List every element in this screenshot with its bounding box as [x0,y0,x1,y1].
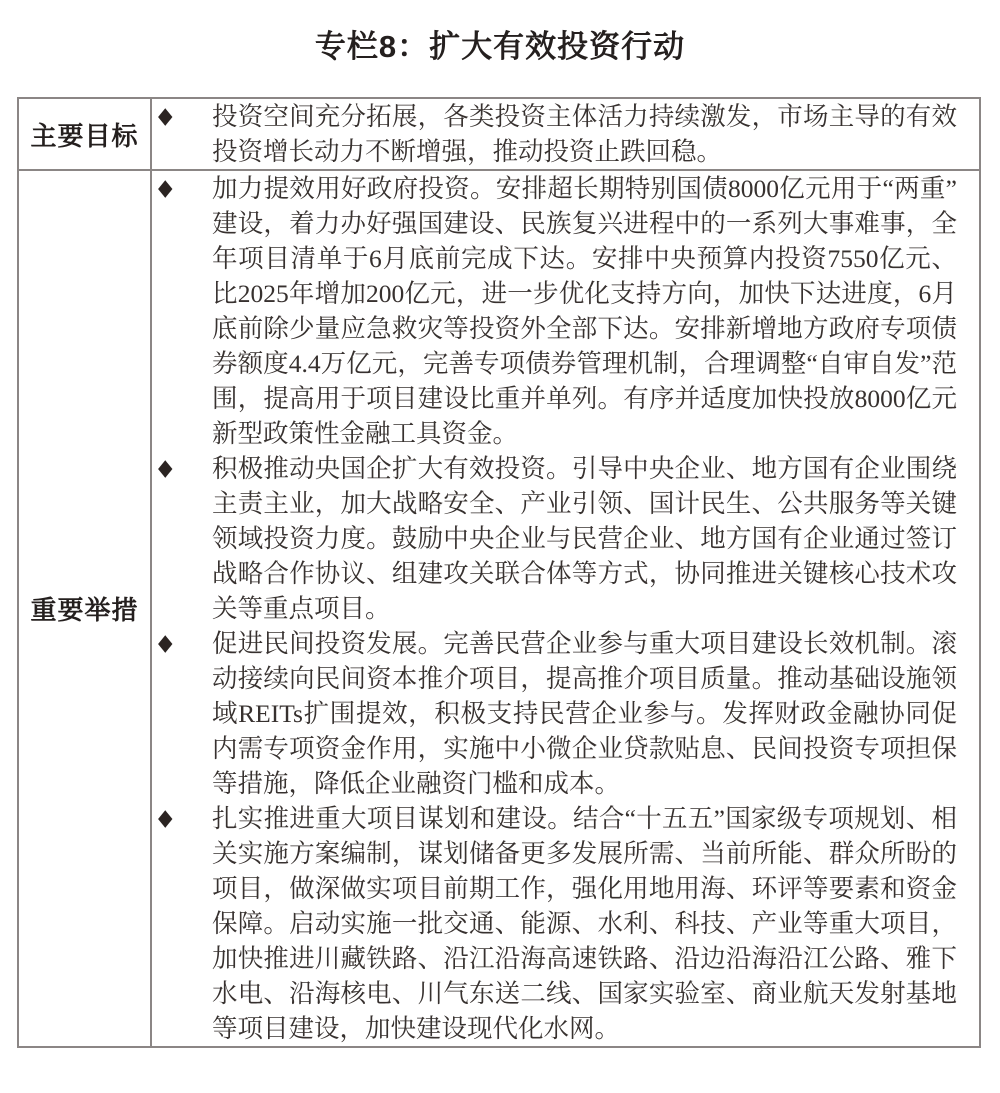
list-item [152,801,979,1046]
page-title: 专栏8：扩大有效投资行动 [314,29,686,64]
list-item [152,99,979,169]
list-item [152,451,979,626]
row-header-goals: 主要目标 [18,98,151,170]
bullet-text: 扎实推进重大项目谋划和建设。结合“十五五”国家级专项规划、相关实施方案编制，谋划储备更多发展所需、当前所能、群众所盼的项目，做深做实项目前期工作，强化用地用海、环评等要素和资金保障。启动实施一批交通、能源、水利、科技、产业等重大项目，加快推进川藏铁路、沿江沿海高速铁路、沿边沿海沿江公路、雅下水电、沿海核电、川气东送二线、国家实验室、商业航天发射基地等项目建设，加快建设现代化水网。 [212,804,957,1043]
diamond-bullet-icon: ◆ [158,103,173,129]
bullet-text: 投资空间充分拓展，各类投资主体活力持续激发，市场主导的有效投资增长动力不断增强，推动投资止跌回稳。 [212,102,957,166]
table-row-measures [18,170,980,1047]
table-row-goals [18,98,980,170]
diamond-bullet-icon: ◆ [158,805,173,831]
goals-cell [151,98,980,170]
list-item [152,626,979,801]
column-box-table [17,97,981,1048]
bullet-text: 积极推动央国企扩大有效投资。引导中央企业、地方国有企业围绕主责主业，加大战略安全、产业引领、国计民生、公共服务等关键领域投资力度。鼓励中央企业与民营企业、地方国有企业通过签订战略合作协议、组建攻关联合体等方式，协同推进关键核心技术攻关等重点项目。 [212,454,957,623]
bullet-text: 促进民间投资发展。完善民营企业参与重大项目建设长效机制。滚动接续向民间资本推介项目，提高推介项目质量。推动基础设施领域REITs扩围提效，积极支持民营企业参与。发挥财政金融协同促内需专项资金作用，实施中小微企业贷款贴息、民间投资专项担保等措施，降低企业融资门槛和成本。 [212,629,957,798]
measures-cell [151,170,980,1047]
diamond-bullet-icon: ◆ [158,455,173,481]
row-header-measures: 重要举措 [18,170,151,1047]
diamond-bullet-icon: ◆ [158,630,173,656]
bullet-text: 加力提效用好政府投资。安排超长期特别国债8000亿元用于“两重”建设，着力办好强国建设、民族复兴进程中的一系列大事难事，全年项目清单于6月底前完成下达。安排中央预算内投资7550亿元、比2025年增加200亿元，进一步优化支持方向，加快下达进度，6月底前除少量应急救灾等投资外全部下达。安排新增地方政府专项债券额度4.4万亿元，完善专项债券管理机制，合理调整“自审自发”范围，提高用于项目建设比重并单列。有序并适度加快投放8000亿元新型政策性金融工具资金。 [212,174,957,448]
list-item [152,171,979,451]
diamond-bullet-icon: ◆ [158,175,173,201]
